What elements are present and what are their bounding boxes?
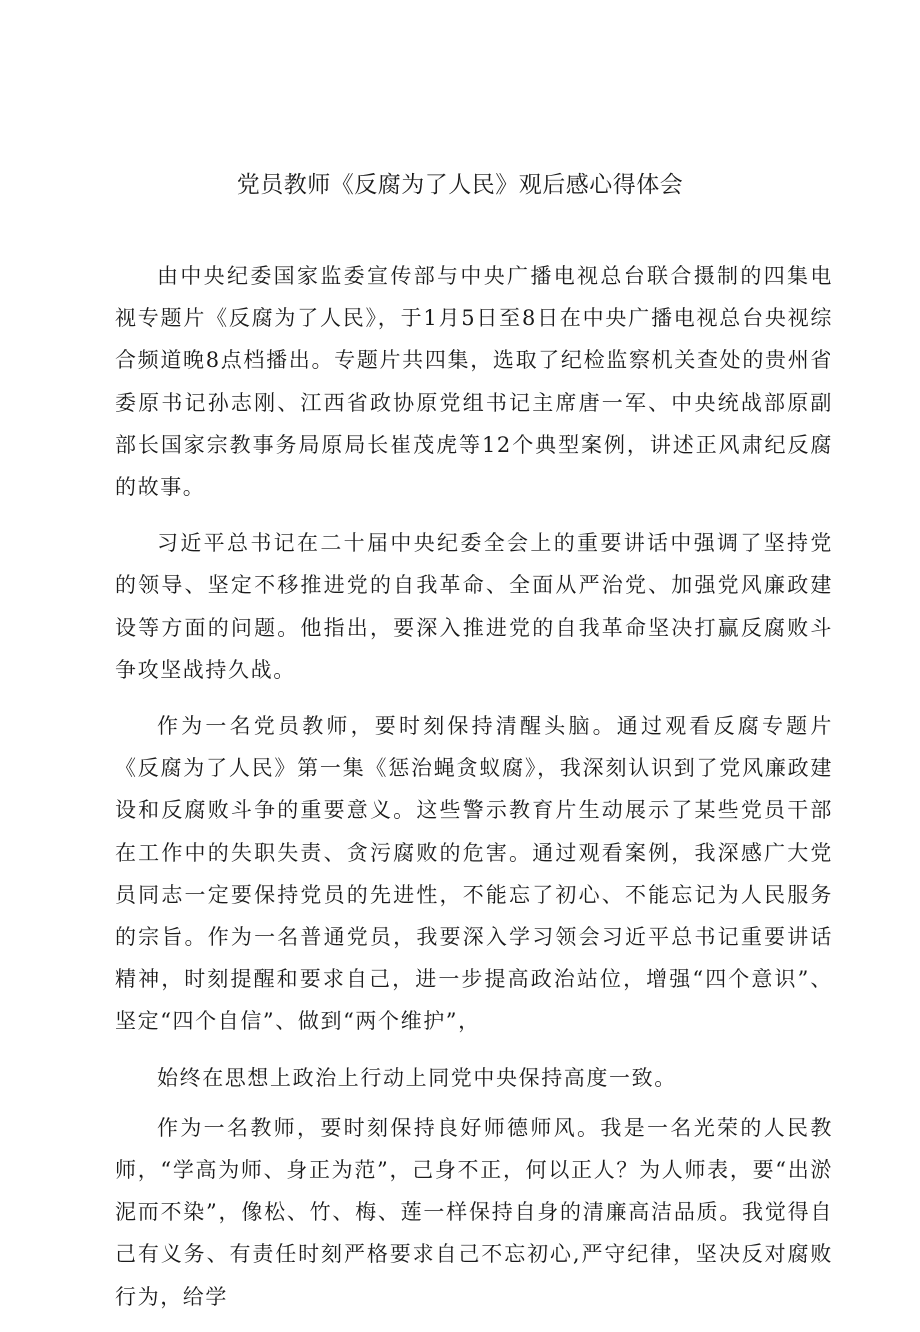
document-title: 党员教师《反腐为了人民》观后感心得体会 — [236, 172, 684, 198]
paragraph-5: 作为一名教师，要时刻保持良好师德师风。我是一名光荣的人民教师，“学高为师、身正为范”，己身不正，何以正人？为人师表，要“出淤泥而不染”，像松、竹、梅、莲一样保持自身的清廉高洁品质。我觉得自己有义务、有责任时刻严格要求自己不忘初心,严守纪律，坚决反对腐败行为，给学 — [115, 1115, 833, 1309]
paragraph-1: 由中央纪委国家监委宣传部与中央广播电视总台联合摄制的四集电视专题片《反腐为了人民》，于1月5日至8日在中央广播电视总台央视综合频道晚8点档播出。专题片共四集，选取了纪检监察机关查处的贵州省委原书记孙志刚、江西省政协原党组书记主席唐一军、中央统战部原副部长国家宗教事务局原局长崔茂虎等12个典型案例，讲述正风肃纪反腐的故事。 — [115, 264, 833, 500]
paragraph-2: 习近平总书记在二十届中央纪委全会上的重要讲话中强调了坚持党的领导、坚定不移推进党的自我革命、全面从严治党、加强党风廉政建设等方面的问题。他指出，要深入推进党的自我革命坚决打赢反腐败斗争攻坚战持久战。 — [115, 531, 833, 682]
document-body — [115, 255, 833, 1332]
paragraph-3: 作为一名党员教师，要时刻保持清醒头脑。通过观看反腐专题片《反腐为了人民》第一集《惩治蝇贪蚁腐》，我深刻认识到了党风廉政建设和反腐败斗争的重要意义。这些警示教育片生动展示了某些党员干部在工作中的失职失责、贪污腐败的危害。通过观看案例，我深感广大党员同志一定要保持党员的先进性，不能忘了初心、不能忘记为人民服务的宗旨。作为一名普通党员，我要深入学习领会习近平总书记重要讲话精神，时刻提醒和要求自己，进一步提高政治站位，增强“四个意识”、坚定“四个自信”、做到“两个维护”， — [115, 714, 833, 1034]
paragraph-4: 始终在思想上政治上行动上同党中央保持高度一致。 — [157, 1065, 677, 1090]
